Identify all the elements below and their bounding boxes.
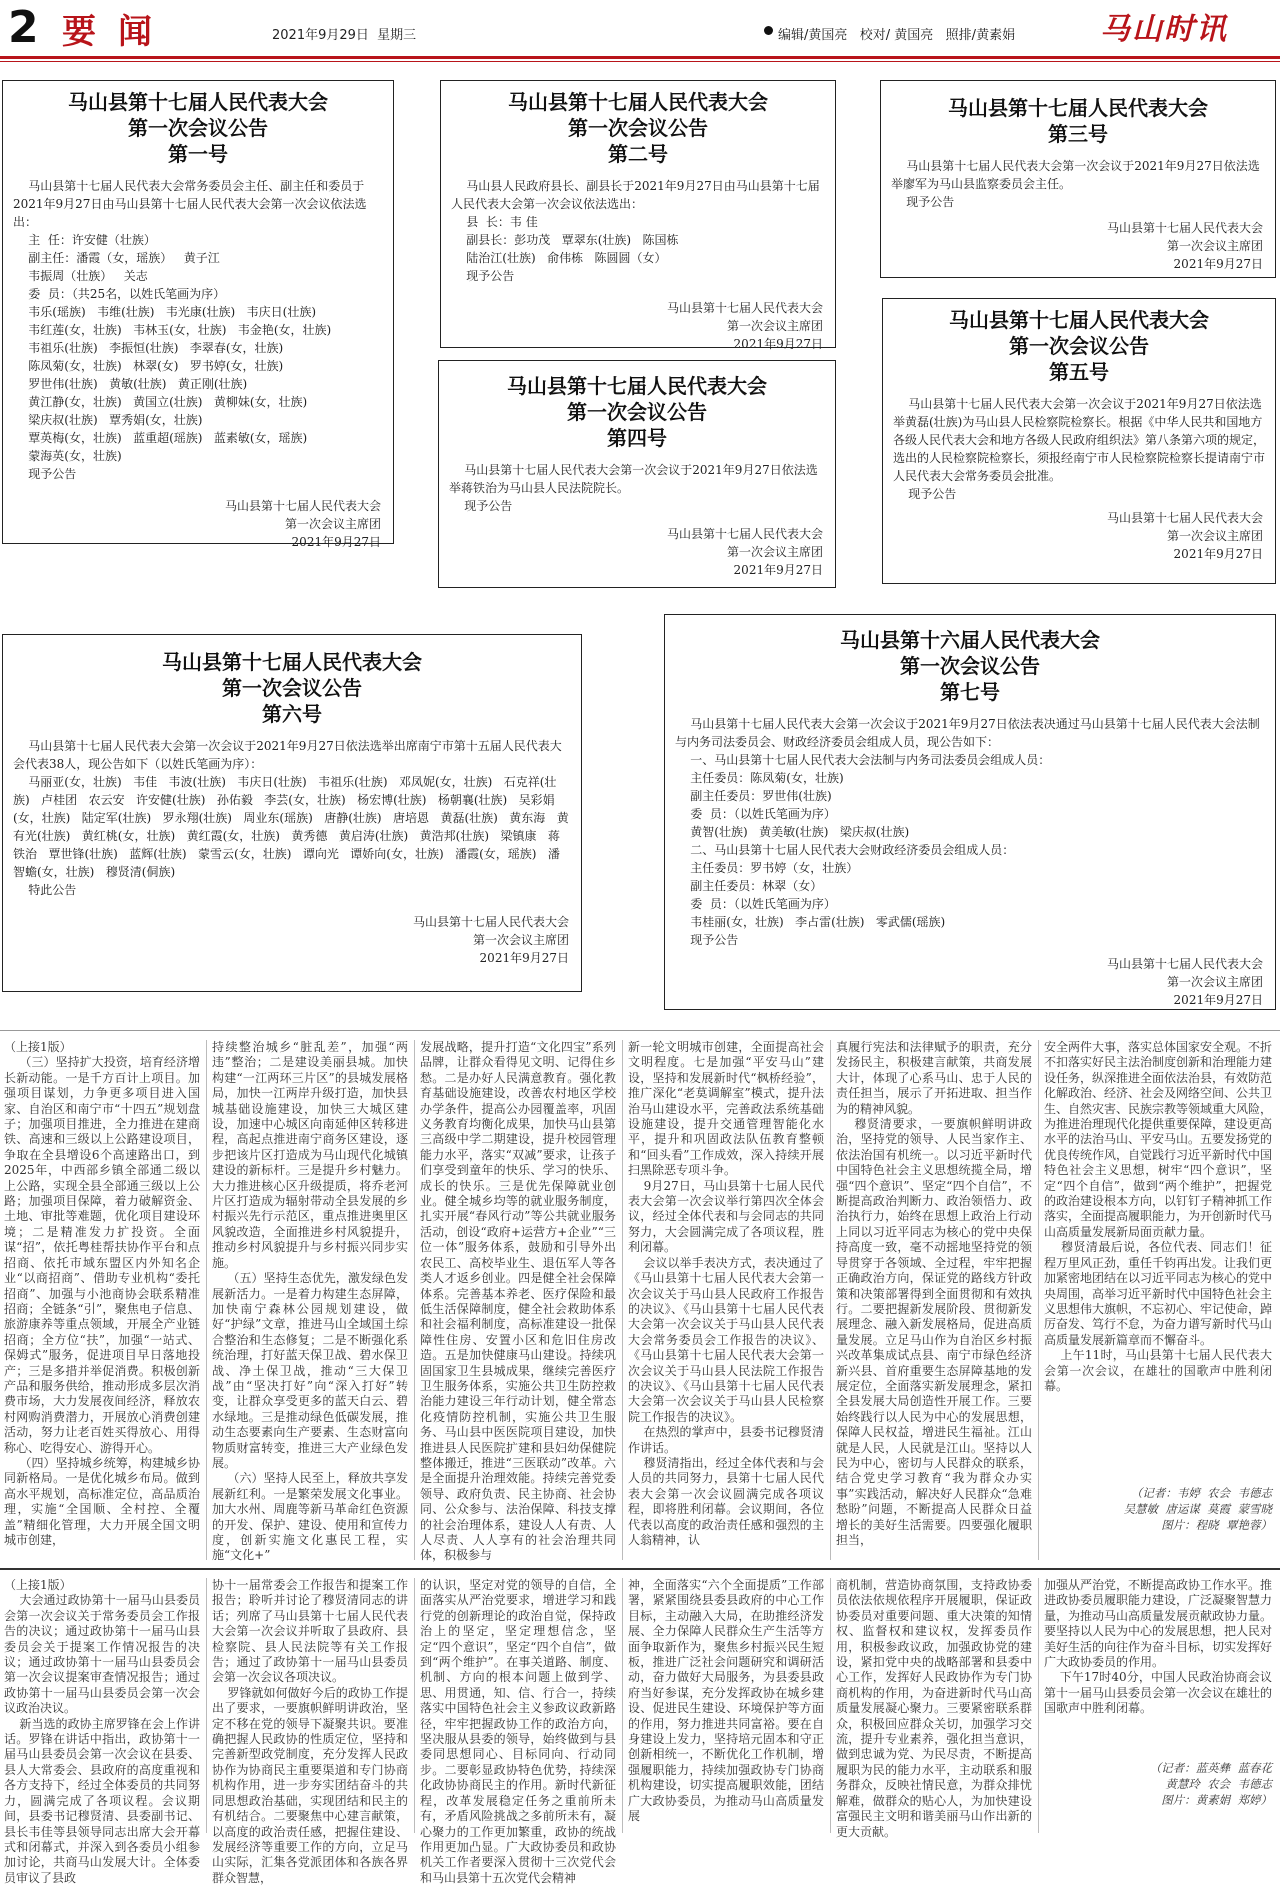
notice-body: 马山县第十七届人民代表大会第一次会议于2021年9月27日依法选举廖军为马山县监察委员会主任。 现予公告 <box>891 159 1260 209</box>
newspaper-logo: 马山时讯 <box>1100 12 1228 47</box>
notice-signature: 马山县第十七届人民代表大会 第一次会议主席团 2021年9月27日 <box>224 499 381 549</box>
reporter-credit: （记者：蓝英彝 蓝春花 黄慧玲 农会 韦德志 图片：黄素娟 郑婷） <box>1149 1761 1272 1807</box>
notice-body: 马山县第十七届人民代表大会第一次会议于2021年9月27日依法选举出席南宁市第十五届人民代表大会代表38人，现公告如下（以姓氏笔画为序）： 马丽亚(女，壮族) 韦佳 韦波(壮族) 韦庆日(壮族) 韦祖乐(壮族) 邓凤妮(女，壮族) 石克祥(壮族) 卢桂团 农云安 许安健(壮族) 孙佑毅 李芸(女，壮族) 杨宏博(壮族) 杨朝襄(壮族) 吴彩娟(女，壮族) 陆定军(壮族) 罗永翔(壮族) 周业东(瑶族) 唐静(壮族) 唐培恩 黄磊(壮族) 黄东海 黄有光(壮族) 黄红桃(女，壮族) 黄红霞(女，壮族) 黄秀德 黄启涛(壮族) 黄浩邦(壮族) 梁镇康 蒋铁治 覃世锋(壮族) 蓝辉(壮族) 蒙雪云(女，壮族) 谭向光 谭娇向(女，壮族) 潘霞(女，瑶族) 潘智蟾(女，壮族) 穆贤清(侗族) 特此公告 <box>13 739 569 897</box>
reporter-credit: （记者：韦婷 农会 韦德志 吴慧敏 唐运谋 莫霞 蒙雪晓 图片：程晓 覃艳蓉） <box>1123 1486 1272 1532</box>
header-rule <box>0 56 1280 59</box>
article-column: 商机制，营造协商氛围，支持政协委员依法依规依程序开展履职，保证政协委员对重要问题、重大决策的知情权、监督权和建议权，发挥委员作用，积极参政议政，加强政协党的建设，紧扣党中央的战略部署和县委中心工作，发挥好人民政协作为专门协商机构的作用，为奋进新时代马山高质量发展凝心聚力。三要紧密联系群众，积极回应群众关切，加强学习交流，提升专业素养，强化担当意识，做到忠诚为党、为民尽责，不断提高履职为民的能力水平，主动联系和服务群众，反映社情民意，为群众排忧解难，做群众的贴心人，为加快建设富强民主文明和谐美丽马山作出新的更大贡献。 <box>836 1578 1032 1839</box>
article-column: 发展战略，提升打造“文化四宝”系列品牌，让群众看得见文明、记得住乡愁。二是办好人民满意教育。强化教育基础设施建设，改善农村地区学校办学条件，提高公办园覆盖率，巩固义务教育均衡化成果，加快马山县第三高级中学二期建设，提升校园管理能力水平，落实“双减”要求，让孩子们享受到童年的快乐、学习的快乐、成长的快乐。三是优先保障就业创业。健全城乡均等的就业服务制度，扎实开展“春风行动”等公共就业服务活动，创设“政府+运营方+企业”“三位一体”服务体系，鼓励和引导外出农民工、高校毕业生、退伍军人等各类人才返乡创业。四是健全社会保障体系。完善基本养老、医疗保险和最低生活保障制度，健全社会救助体系和社会福利制度，高标准建设一批保障性住房、安置小区和危旧住房改造。五是加快健康马山建设。持续巩固国家卫生县城成果，继续完善医疗卫生服务体系，实施公共卫生防控救治能力建设三年行动计划，健全常态化疫情防控机制，实施公共卫生服务、马山县中医医院项目建设，加快推进县人民医院扩建和县妇幼保健院整体搬迁，推进“三医联动”改革。六是全面提升治理效能。持续完善党委领导、政府负责、民主协商、社会协同、公众参与、法治保障、科技支撑的社会治理体系，建设人人有责、人人尽责、人人享有的社会治理共同体，积极参与 <box>420 1040 616 1563</box>
article-column: 安全两件大事，落实总体国家安全观。不折不扣落实好民主法治制度创新和治理能力建设任务，纵深推进全面依法治县，有效防范化解政治、经济、社会及网络空间、公共卫生、自然灾害、民族宗教等领域重大风险，为推进治理现代化提供重要保障，建设更高水平的法治马山、平安马山。五要发扬党的优良传统作风，自觉践行习近平新时代中国特色社会主义思想，树牢“四个意识”，坚定“四个自信”，做到“两个维护”，把握党的政治建设根本方向，以钉钉子精神抓工作落实，全面提高履职能力，为开创新时代马山高质量发展新局面贡献力量。 穆贤清最后说，各位代表、同志们！征程万里风正劲，重任千钧再出发。让我们更加紧密地团结在以习近平同志为核心的党中央周围，高举习近平新时代中国特色社会主义思想伟大旗帜，不忘初心、牢记使命，踔厉奋发、笃行不怠，为奋力谱写新时代马山高质量发展新篇章而不懈奋斗。 上午11时，马山县第十七届人民代表大会第一次会议，在雄壮的国歌声中胜利闭幕。 <box>1044 1040 1273 1393</box>
article-column: 真履行宪法和法律赋予的职责，充分发扬民主，积极建言献策，共商发展大计，体现了心系马山、忠于人民的责任担当，展示了开拓进取、担当作为的精神风貌。 穆贤清要求，一要旗帜鲜明讲政治，坚持党的领导、人民当家作主、依法治国有机统一。以习近平新时代中国特色社会主义思想统揽全局，增强“四个意识”、坚定“四个自信”，不断提高政治判断力、政治领悟力、政治执行力，始终在思想上政治上行动上同以习近平同志为核心的党中央保持高度一致，毫不动摇地坚持党的领导贯穿于各领域、全过程，牢牢把握正确政治方向，保证党的路线方针政策和决策部署得到全面贯彻和有效执行。二要把握新发展阶段、贯彻新发展理念、融入新发展格局，促进高质量发展。立足马山作为自治区乡村振兴改革集成试点县、南宁市绿色经济新兴县、首府重要生态屏障基地的发展定位，全面落实新发展理念，紧扣全县发展大局创造性开展工作。三要始终践行以人民为中心的发展思想，保障人民权益，增进民生福祉。江山就是人民，人民就是江山。坚持以人民为中心，密切与人民群众的联系，结合党史学习教育“我为群众办实事”实践活动，解决好人民群众“急难愁盼”问题，不断提高人民群众日益增长的美好生活需要。四要强化履职担当， <box>836 1040 1032 1547</box>
article-column: 神，全面落实“六个全面提质”工作部署，紧紧围绕县委县政府的中心工作目标，主动融入大局，在助推经济发展、全力保障人民群众生产生活等方面争取新作为，聚焦乡村振兴民生短板，推进广泛社会问题研究和调研活动，奋力做好大局服务，为县委县政府当好参谋，充分发挥政协在城乡建设、促进民生建设、环境保护等方面的作用，努力推进共同富裕。要在自身建设上发力，坚持培元固本和守正创新相统一，不断优化工作机制，增强履职能力，持续加强政协专门协商机构建设，切实提高履职效能，团结广大政协委员，为推动马山高质量发展 <box>628 1578 824 1824</box>
article-bottom <box>0 1578 1280 1885</box>
notice-title: 马山县第十七届人民代表大会 第一次会议公告 第五号 <box>949 308 1209 384</box>
header-rule-thin <box>0 61 1280 62</box>
notice-title: 马山县第十六届人民代表大会 第一次会议公告 第七号 <box>840 628 1100 704</box>
notice-signature: 马山县第十七届人民代表大会 第一次会议主席团 2021年9月27日 <box>1106 957 1263 1007</box>
notice-4 <box>438 360 836 588</box>
notice-body: 马山县第十七届人民代表大会常务委员会主任、副主任和委员于2021年9月27日由马山县第十七届人民代表大会第一次会议依法选出： 主 任：许安健（壮族） 副主任：潘霞（女，瑶族） 黄子江 韦振周（壮族） 关志 委 员：（共25名，以姓氏笔画为序） 韦乐(瑶族) 韦维(壮族) 韦光康(壮族) 韦庆日(壮族) 韦红莲(女，壮族) 韦林玉(女，壮族) 韦金艳(女，壮族) 韦祖乐(壮族) 李振恒(壮族) 李翠春(女，壮族) 陈凤菊(女，壮族) 林翠(女) 罗书婷(女，壮族) 罗世伟(壮族) 黄敏(壮族) 黄正刚(壮族) 黄江静(女，壮族) 黄国立(壮族) 黄柳妹(女，壮族) 梁庆叔(壮族) 覃秀娟(女，壮族) 覃英梅(女，壮族) 蓝重超(瑶族) 蓝素敏(女，瑶族) 蒙海英(女，壮族) 现予公告 <box>13 179 367 481</box>
article-column: （上接1版） （三）坚持扩大投资，培育经济增长新动能。一是千方百计上项目。加强项目谋划，力争更多项目进入国家、自治区和南宁市“十四五”规划盘子；加强项目推进，全力推进在建商铁、高速和三级以上公路建设项目，争取在全县增设6个高速路出口，到2025年，中西部乡镇全部通二级以上公路，实现全县全部通三级以上公路；加强项目保障，着力破解资金、土地、审批等难题，优化项目建设环境；二是精准发力扩投资。全面谋“招”，依托粤桂帮扶协作平台和点招商、依托市域东盟区内外知名企业“以商招商”、借助专业机构“委托招商”、加强与小池商协会联系精准招商；全链条“引”，聚焦电子信息、旅游康养等重点领域，开展全产业链招商；全方位“扶”，加强“一站式、保姆式”服务，促进项目早日落地投产；三是多措并举促消费。积极创新产品和服务供给，推动形成多层次消费市场，大力发展夜间经济，释放农村网购消费潜力，开展放心消费创建活动，努力让老百姓买得放心、用得称心、吃得安心、游得开心。 （四）坚持城乡统筹，构建城乡协同新格局。一是优化城乡布局。做到高水平规划，高标准定位，高品质治理，实施“全国顺、全村控、全覆盖”精细化管理，大力开展全国文明城市创建， <box>4 1040 200 1547</box>
article-column: 持续整治城乡“脏乱差”，加强“两违”整治；二是建设美丽县城。加快构建“一江两环三片区”的县城发展格局，加快一江两岸升级打造，加快县城基础设施建设，加快三大城区建设，加速中心城区向南延伸区转移进程，高起点推进南宁商务区建设，逐步把该片区打造成为马山现代化城镇建设的新标杆。三是提升乡村魅力。大力推进核心区升级提质，将乔老河片区打造成为辐射带动全县发展的乡村振兴先行示范区，重点推进奥里区风貌改造，全面推进乡村风貌提升，推动乡村风貌提升与乡村振兴同步实施。 （五）坚持生态优先，激发绿色发展新活力。一是着力构建生态屏障，加快南宁森林公园规划建设，做好“护绿”文章，推进马山全域国土综合整治和生态修复；二是不断强化系统治理，打好蓝天保卫战、碧水保卫战、净土保卫战，推动“三大保卫战”由“坚决打好”向“深入打好”转变，让群众享受更多的蓝天白云、碧水绿地。三是推动绿色低碳发展，推动生态要素向生产要素、生态财富向物质财富转变，推进三大产业绿色发展。 （六）坚持人民至上，释放共享发展新红利。一是繁荣发展文化事业。加大水州、周鹿等新马革命红色资源的开发、保护、建设、使用和宣传力度，创新实施文化惠民工程，实施“文化+” <box>212 1040 408 1563</box>
section-title: 要闻 <box>62 12 174 52</box>
article-column: 的认识，坚定对党的领导的自信，全面落实从严治党要求，增进学习和践行党的创新理论的政治自觉，保持政治上的坚定，坚定理想信念，坚定“四个意识”，坚定“四个自信”，做到“两个维护”。在事关道路、制度、机制、方向的根本问题上做到学、思、用贯通，知、信、行合一，持续落实中国特色社会主义参政议政新路径，牢牢把握政协工作的政治方向，坚决服从县委的领导，始终做到与县委同思想同心、目标同向、行动同步。二要彰显政协特色优势，持续深化政协协商民主的作用。新时代新征程，改革发展稳定任务之重前所未有，矛盾风险挑战之多前所未有，凝心聚力的工作更加繁重，政协的统战作用更加凸显。广大政协委员和政协机关工作者要深入贯彻十三次党代会和马山县第十五次党代会精神 <box>420 1578 616 1885</box>
article-column: 新一轮文明城市创建，全面提高社会文明程度。七是加强“平安马山”建设，坚持和发展新时代“枫桥经验”，推广深化“老莫调解室”模式，提升法治马山建设水平，完善政法系统基础设施建设，提升交通管理智能化水平，提升和巩固政法队伍教育整顿和“回头看”工作成效，深入持续开展扫黑除恶专项斗争。 9月27日，马山县第十七届人民代表大会第一次会议举行第四次全体会议，经过全体代表和与会同志的共同努力，大会圆满完成了各项议程，胜利闭幕。 会议以举手表决方式，表决通过了《马山县第十七届人民代表大会第一次会议关于马山县人民政府工作报告的决议》、《马山县第十七届人民代表大会第一次会议关于马山县人民代表大会常务委员会工作报告的决议》、《马山县第十七届人民代表大会第一次会议关于马山县人民法院工作报告的决议》、《马山县第十七届人民代表大会第一次会议关于马山县人民检察院工作报告的决议》。 在热烈的掌声中，县委书记穆贤清作讲话。 穆贤清指出，经过全体代表和与会人员的共同努力，县第十七届人民代表大会第一次会议圆满完成各项议程，即将胜利闭幕。会议期间，各位代表以高度的政治责任感和强烈的主人翁精神，认 <box>628 1040 824 1547</box>
article-column: 加强从严治党，不断提高政协工作水平。推进政协委员履职能力建设，广泛凝聚智慧力量，为推动马山高质量发展贡献政协力量。要坚持以人民为中心的发展思想，把人民对美好生活的向往作为奋斗目标，切实发挥好广大政协委员的作用。 下午17时40分，中国人民政治协商会议第十一届马山县委员会第一次会议在雄壮的国歌声中胜利闭幕。 <box>1044 1578 1273 1716</box>
notice-signature: 马山县第十七届人民代表大会 第一次会议主席团 2021年9月27日 <box>1106 511 1263 561</box>
notice-5 <box>882 298 1276 584</box>
page-header <box>0 0 1280 70</box>
notice-title: 马山县第十七届人民代表大会 第一次会议公告 第四号 <box>507 374 767 450</box>
notice-7 <box>664 614 1276 1010</box>
notice-6 <box>2 634 582 992</box>
section-divider <box>0 1030 1280 1031</box>
bullet-icon <box>764 26 773 35</box>
article-column: （上接1版） 大会通过政协第十一届马山县委员会第一次会议关于常务委员会工作报告的决议；通过政协第十一届马山县委员会关于提案工作情况报告的决议；通过政协第十一届马山县委员会第一次会议提案审查情况报告；通过政协第十一届马山县委员会第一次会议政治决议。 新当选的政协主席罗锋在会上作讲话。罗锋在讲话中指出，政协第十一届马山县委员会第一次会议在县委、县人大常委会、县政府的高度重视和各方支持下，经过全体委员的共同努力，圆满完成了各项议程。会议期间，县委书记穆贤清、县委副书记、县长韦佳等县领导同志出席大会开幕式和闭幕式，并深入到各委员小组参加讨论，共商马山发展大计。全体委员审议了县政 <box>4 1578 200 1885</box>
notice-signature: 马山县第十七届人民代表大会 第一次会议主席团 2021年9月27日 <box>666 301 823 351</box>
section-divider <box>0 1568 1280 1570</box>
notice-1 <box>2 80 394 549</box>
page-number: 2 <box>8 2 39 53</box>
notice-body: 马山县第十七届人民代表大会第一次会议于2021年9月27日依法选举蒋铁治为马山县人民法院院长。 现予公告 <box>449 463 818 513</box>
notice-body: 马山县第十七届人民代表大会第一次会议于2021年9月27日依法表决通过马山县第十七届人民代表大会法制与内务司法委员会、财政经济委员会组成人员，现公告如下： 一、马山县第十七届人民代表大会法制与内务司法委员会组成人员： 主任委员：陈凤菊(女，壮族) 副主任委员：罗世伟(壮族) 委 员：（以姓氏笔画为序） 黄智(壮族) 黄美敏(壮族) 梁庆叔(壮族) 二、马山县第十七届人民代表大会财政经济委员会组成人员： 主任委员：罗书婷（女，壮族） 副主任委员：林翠（女） 委 员：（以姓氏笔画为序） 韦桂丽(女，壮族) 李占雷(壮族) 零武儒(瑶族) 现予公告 <box>675 717 1260 947</box>
notice-2 <box>440 80 836 351</box>
notice-title: 马山县第十七届人民代表大会 第一次会议公告 第六号 <box>162 650 422 726</box>
notice-signature: 马山县第十七届人民代表大会 第一次会议主席团 2021年9月27日 <box>1106 221 1263 271</box>
notice-body: 马山县第十七届人民代表大会第一次会议于2021年9月27日依法选举黄磊(壮族)为马山县人民检察院检察长。根据《中华人民共和国地方各级人民代表大会和地方各级人民政府组织法》第八条第六项的规定，选出的人民检察院检察长，须报经南宁市人民检察院检察长提请南宁市人民代表大会常务委员会批准。 现予公告 <box>893 397 1266 501</box>
notice-signature: 马山县第十七届人民代表大会 第一次会议主席团 2021年9月27日 <box>412 915 569 965</box>
article-column: 协十一届常委会工作报告和提案工作报告；聆听并讨论了穆贤清同志的讲话；列席了马山县第十七届人民代表大会第一次会议并听取了县政府、县检察院、县人民法院等有关工作报告；通过了政协第十一届马山县委员会第一次会议各项决议。 罗锋就如何做好今后的政协工作提出了要求，一要旗帜鲜明讲政治，坚定不移在党的领导下凝聚共识。要准确把握人民政协的性质定位，坚持和完善新型政党制度，充分发挥人民政协作为协商民主重要渠道和专门协商机构作用，进一步夯实团结奋斗的共同思想政治基础，实现团结和民主的有机结合。二要聚焦中心建言献策，以高度的政治责任感，把握住建设、发展经济等重要工作的方向，立足马山实际，汇集各党派团体和各族各界群众智慧， <box>212 1578 408 1885</box>
article-top <box>0 1040 1280 1563</box>
notice-body: 马山县人民政府县长、副县长于2021年9月27日由马山县第十七届人民代表大会第一次会议依法选出： 县 长：韦 佳 副县长：彭功茂 覃翠东(壮族) 陈国栋 陆治江(壮族) 俞伟栋 陈圆圆（女） 现予公告 <box>451 179 820 283</box>
notice-3 <box>880 80 1276 278</box>
notice-signature: 马山县第十七届人民代表大会 第一次会议主席团 2021年9月27日 <box>666 527 823 577</box>
notice-title: 马山县第十七届人民代表大会 第三号 <box>948 96 1208 146</box>
staff-credits: 编辑/黄国亮 校对/ 黄国亮 照排/黄素娟 <box>778 28 1016 43</box>
publication-date: 2021年9月29日 星期三 <box>272 28 417 43</box>
notice-title: 马山县第十七届人民代表大会 第一次会议公告 第一号 <box>68 90 328 166</box>
notice-title: 马山县第十七届人民代表大会 第一次会议公告 第二号 <box>508 90 768 166</box>
